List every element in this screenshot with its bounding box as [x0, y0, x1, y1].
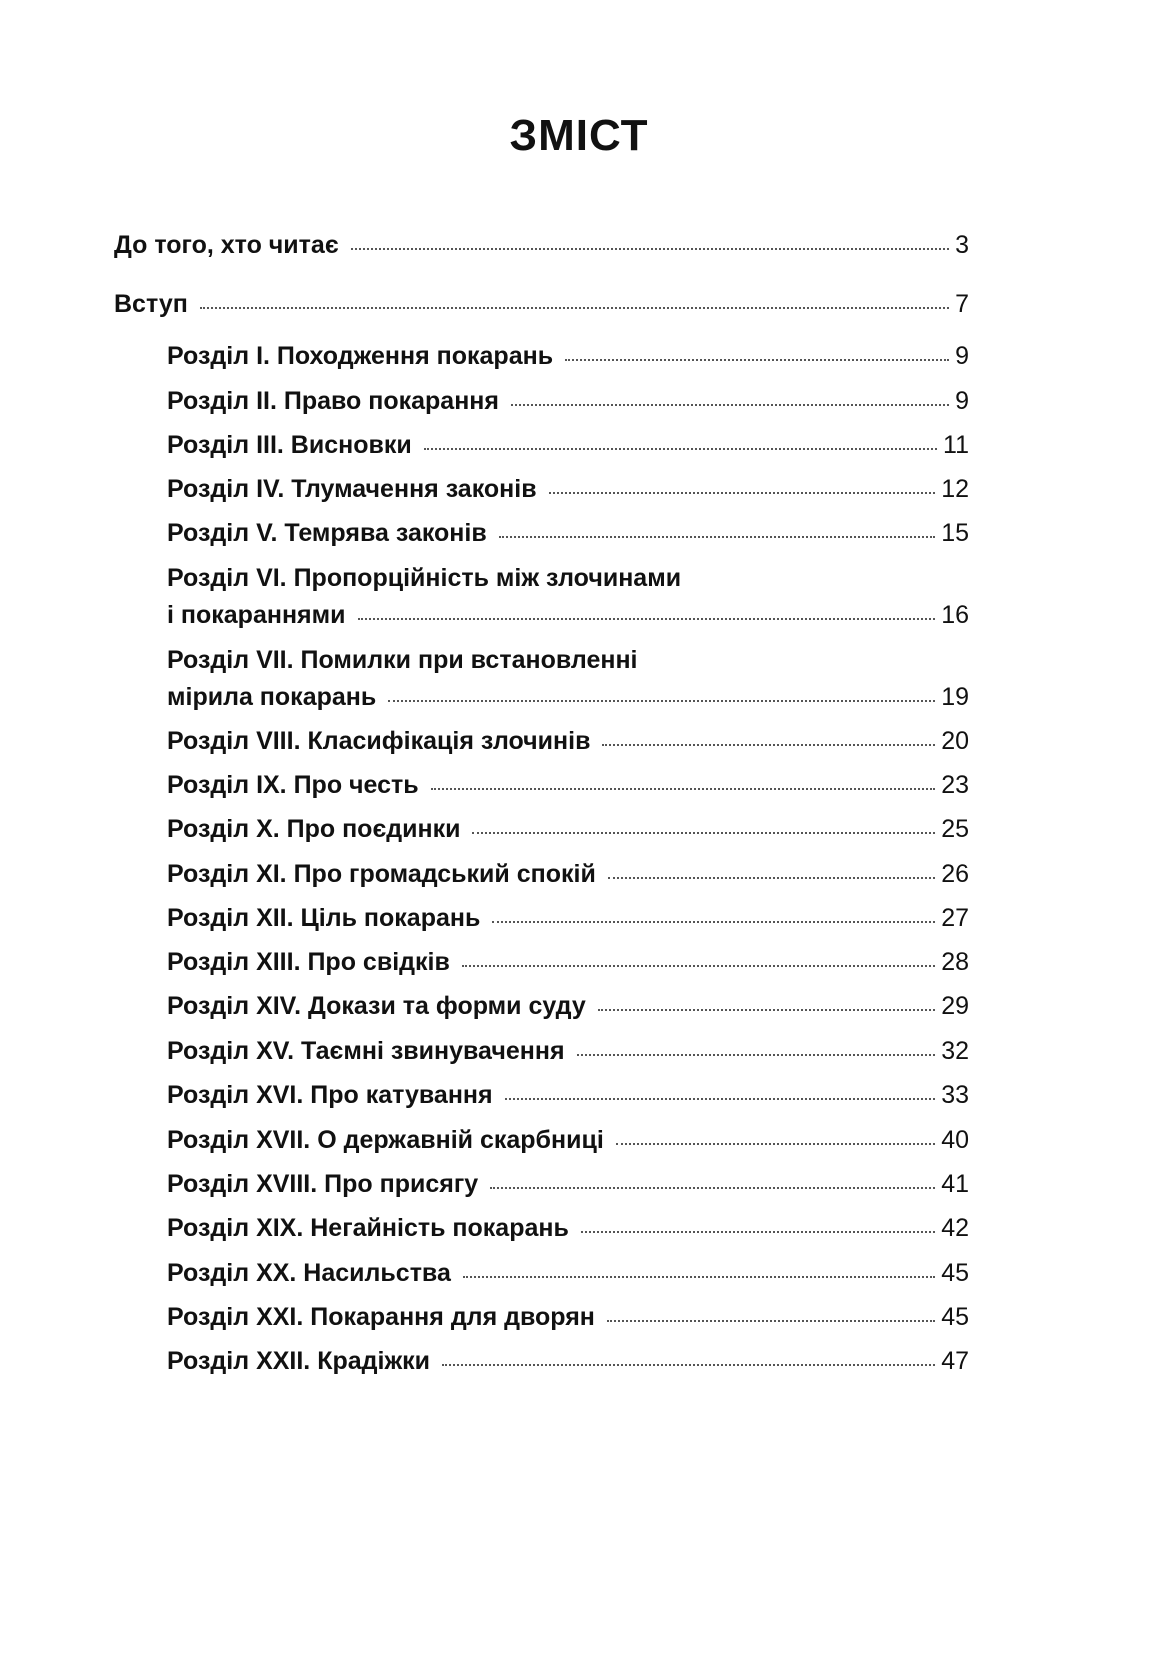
leader-dots: [492, 921, 935, 923]
toc-entry-page: 25: [941, 815, 969, 843]
toc-entry-page: 23: [941, 771, 969, 799]
toc-entry[interactable]: [167, 1036, 969, 1066]
leader-dots: [462, 965, 935, 967]
toc-entry-page: 33: [941, 1081, 969, 1109]
leader-dots: [607, 1320, 935, 1322]
toc-entry-page: 19: [941, 683, 969, 711]
toc-entry[interactable]: [167, 430, 969, 460]
leader-dots: [358, 618, 936, 620]
toc-entry[interactable]: [167, 341, 969, 371]
leader-dots: [598, 1009, 935, 1011]
leader-dots: [388, 700, 935, 702]
leader-dots: [472, 832, 935, 834]
toc-entry-page: 16: [941, 601, 969, 629]
toc-entry-label: Розділ XI. Про громадський спокій: [167, 860, 596, 888]
leader-dots: [200, 307, 949, 309]
toc-entry-label: Вступ: [114, 290, 188, 318]
leader-dots: [608, 877, 935, 879]
leader-dots: [499, 536, 935, 538]
leader-dots: [616, 1143, 935, 1145]
toc-entry[interactable]: [167, 1302, 969, 1332]
toc-entry-label: Розділ III. Висновки: [167, 431, 412, 459]
toc-entry-label: Розділ XIII. Про свідків: [167, 948, 450, 976]
toc-entry[interactable]: [167, 1080, 969, 1110]
toc-entry-page: 3: [955, 231, 969, 259]
toc-entry[interactable]: [167, 814, 969, 844]
toc-entry-label: Розділ XIX. Негайність покарань: [167, 1214, 569, 1242]
leader-dots: [602, 744, 935, 746]
toc-entry-page: 42: [941, 1214, 969, 1242]
toc-entry-label: Розділ VIII. Класифікація злочинів: [167, 727, 591, 755]
leader-dots: [577, 1054, 936, 1056]
toc-entry-page: 29: [941, 992, 969, 1020]
leader-dots: [351, 248, 949, 250]
toc-entry-page: 45: [941, 1303, 969, 1331]
toc-entry-page: 27: [941, 904, 969, 932]
toc-entry-page: 7: [955, 290, 969, 318]
toc-entry[interactable]: [167, 1213, 969, 1243]
toc-entry-page: 15: [941, 519, 969, 547]
toc-entry-page: 28: [941, 948, 969, 976]
toc-entry[interactable]: [167, 859, 969, 889]
toc-entry-page: 47: [941, 1347, 969, 1375]
toc-entry-page: 20: [941, 727, 969, 755]
toc-entry-label: Розділ X. Про поєдинки: [167, 815, 461, 843]
toc-entry-label: До того, хто читає: [114, 231, 339, 259]
toc-entry-label: і покараннями: [167, 601, 346, 629]
toc-entry-label: Розділ IV. Тлумачення законів: [167, 475, 537, 503]
toc-entry[interactable]: [167, 1125, 969, 1155]
toc-entry[interactable]: [167, 1169, 969, 1199]
toc-entry[interactable]: [167, 770, 969, 800]
toc-entry-page: 12: [941, 475, 969, 503]
toc-entry-label: Розділ II. Право покарання: [167, 387, 499, 415]
toc-entry[interactable]: [114, 289, 969, 319]
toc-entry-page: 9: [955, 342, 969, 370]
toc-entry-label: мірила покарань: [167, 683, 377, 711]
leader-dots: [549, 492, 936, 494]
toc-entry[interactable]: [167, 1346, 969, 1376]
page-title: ЗМІСТ: [509, 111, 649, 160]
toc-entry[interactable]: [167, 386, 969, 416]
toc-entry-label: Розділ XXI. Покарання для дворян: [167, 1303, 595, 1331]
toc-entry-label: Розділ V. Темрява законів: [167, 519, 487, 547]
toc-entry-page: 32: [941, 1037, 969, 1065]
leader-dots: [442, 1364, 935, 1366]
toc-entry[interactable]: [114, 230, 969, 260]
leader-dots: [463, 1276, 935, 1278]
toc-entry[interactable]: [167, 474, 969, 504]
toc-entry-label: Розділ XV. Таємні звинувачення: [167, 1037, 565, 1065]
toc-entry-label: Розділ XII. Ціль покарань: [167, 904, 481, 932]
leader-dots: [511, 404, 949, 406]
toc-entry-page: 9: [955, 387, 969, 415]
toc-entry[interactable]: [167, 1258, 969, 1288]
leader-dots: [431, 788, 936, 790]
toc-entry[interactable]: [167, 947, 969, 977]
toc-entry[interactable]: [167, 726, 969, 756]
toc-entry-label: Розділ XIV. Докази та форми суду: [167, 992, 586, 1020]
leader-dots: [490, 1187, 935, 1189]
toc-entry-label: Розділ XVI. Про катування: [167, 1081, 493, 1109]
toc-entry-label: Розділ I. Походження покарань: [167, 342, 554, 370]
toc-entry-label: Розділ XX. Насильства: [167, 1259, 451, 1287]
toc-entry-label: Розділ XVIII. Про присягу: [167, 1170, 479, 1198]
leader-dots: [565, 359, 949, 361]
toc-entry[interactable]: [167, 645, 969, 712]
leader-dots: [505, 1098, 936, 1100]
leader-dots: [581, 1231, 935, 1233]
toc-entry-label: Розділ IX. Про честь: [167, 771, 419, 799]
toc-entry-label: Розділ XVII. О державній скарбниці: [167, 1126, 604, 1154]
toc-entry[interactable]: [167, 518, 969, 548]
toc-entry[interactable]: [167, 563, 969, 630]
leader-dots: [424, 448, 937, 450]
toc-entry[interactable]: [167, 991, 969, 1021]
toc-entry-label: Розділ XXII. Крадіжки: [167, 1347, 431, 1375]
toc-entry-page: 45: [941, 1259, 969, 1287]
toc-entry-page: 11: [943, 431, 969, 459]
toc-entry[interactable]: [167, 903, 969, 933]
toc-entry-label-line1: Розділ VII. Помилки при встановленні: [167, 646, 638, 674]
toc-entry-page: 41: [941, 1170, 969, 1198]
toc-entry-page: 40: [941, 1126, 969, 1154]
toc-entry-page: 26: [941, 860, 969, 888]
toc-entry-label-line1: Розділ VI. Пропорційність між злочинами: [167, 564, 682, 592]
